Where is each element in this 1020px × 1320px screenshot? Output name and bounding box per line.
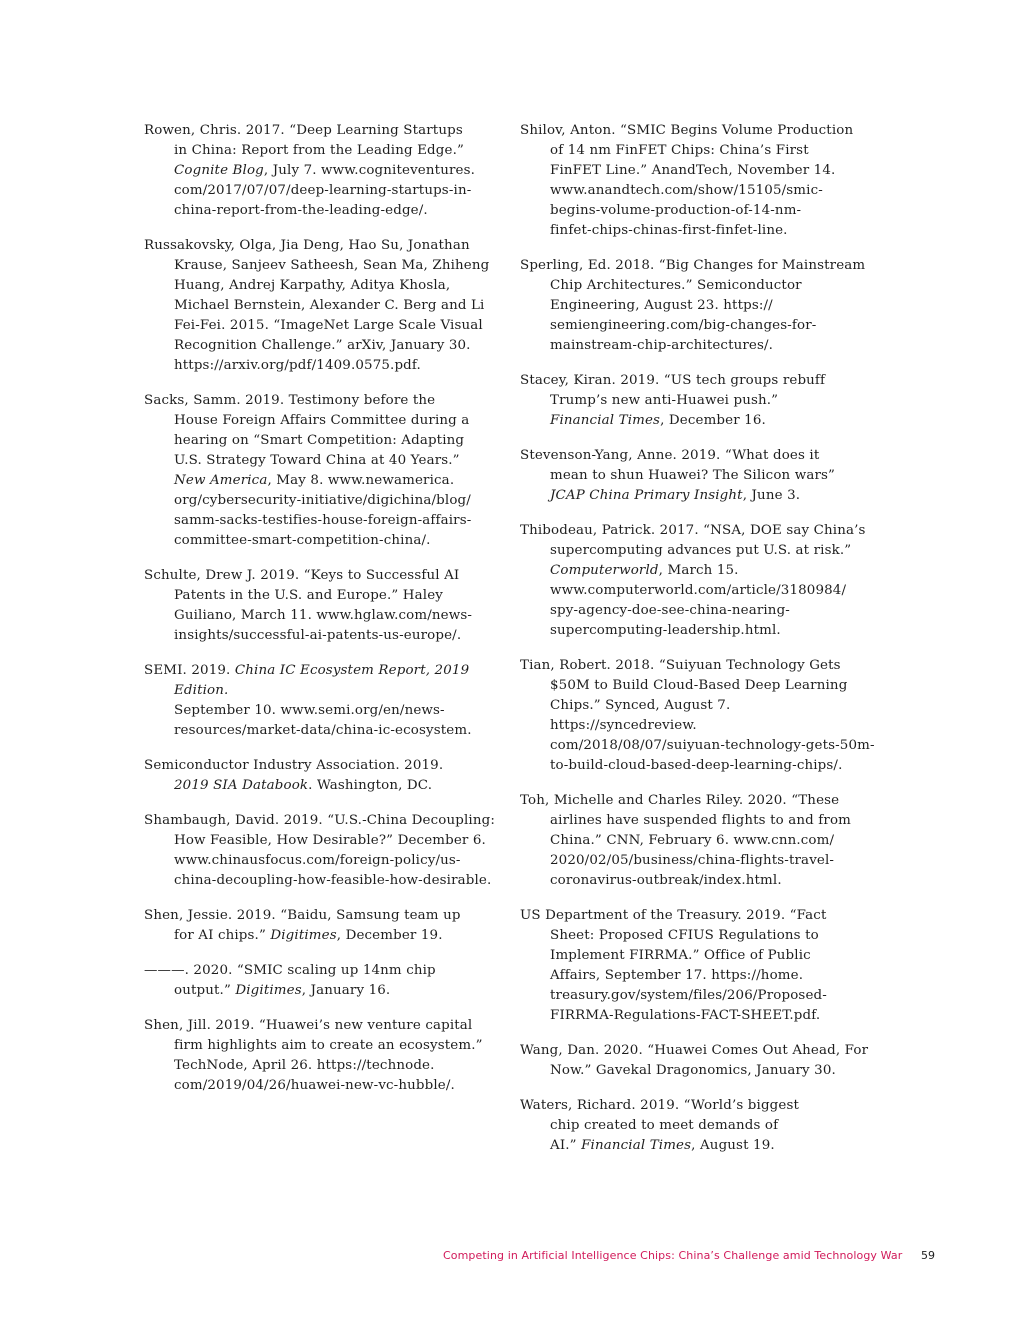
- page-number: 59: [921, 1249, 935, 1262]
- footer-document-title: Competing in Artificial Intelligence Chips: China’s Challenge amid Technology War: [443, 1249, 903, 1262]
- reference-entry: Sperling, Ed. 2018. “Big Changes for Mainstream Chip Architectures.” Semiconductor Engineering, August 23. https:// semiengineering.com/big-changes-for- mainstream-chip-architectures/.: [520, 258, 866, 353]
- reference-entry: ———. 2020. “SMIC scaling up 14nm chip output.” Digitimes, January 16.: [144, 963, 436, 998]
- reference-entry: Thibodeau, Patrick. 2017. “NSA, DOE say China’s supercomputing advances put U.S. at risk.” Computerworld, March 15. www.computerworld.com/article/3180984/ spy-agency-doe-see-china-nearing- supercomputing-leadership.html.: [520, 523, 866, 638]
- reference-entry: Schulte, Drew J. 2019. “Keys to Successful AI Patents in the U.S. and Europe.” Haley Guiliano, March 11. www.hglaw.com/news- insights/successful-ai-patents-us-europe/.: [144, 568, 473, 643]
- references-right-column: [520, 121, 880, 1171]
- reference-entry: Shen, Jill. 2019. “Huawei’s new venture capital firm highlights aim to create an ecosystem.” TechNode, April 26. https://technode. com/2019/04/26/huawei-new-vc-hubble/.: [144, 1018, 483, 1093]
- reference-entry: SEMI. 2019. China IC Ecosystem Report, 2019 Edition. September 10. www.semi.org/en/news- resources/market-data/china-ic-ecosystem.: [144, 663, 472, 738]
- reference-entry: Rowen, Chris. 2017. “Deep Learning Startups in China: Report from the Leading Edge.” Cognite Blog, July 7. www.cogniteventures. com/2017/07/07/deep-learning-startups-in- china-report-from-the-leading-edge/.: [144, 123, 476, 218]
- reference-entry: Russakovsky, Olga, Jia Deng, Hao Su, Jonathan Krause, Sanjeev Satheesh, Sean Ma, Zhiheng Huang, Andrej Karpathy, Aditya Khosla, Michael Bernstein, Alexander C. Berg and Li Fei-Fei. 2015. “ImageNet Large Scale Visual Recognition Challenge.” arXiv, January 30. https://arxiv.org/pdf/1409.0575.pdf.: [144, 238, 490, 373]
- reference-entry: Shilov, Anton. “SMIC Begins Volume Production of 14 nm FinFET Chips: China’s First FinFET Line.” AnandTech, November 14. www.anandtech.com/show/15105/smic- begins-volume-production-of-14-nm- finfet-chips-chinas-first-finfet-line.: [520, 123, 854, 238]
- reference-entry: Sacks, Samm. 2019. Testimony before the House Foreign Affairs Committee during a hearing on “Smart Competition: Adapting U.S. Strategy Toward China at 40 Years.” New America, May 8. www.newamerica. org/cybersecurity-initiative/digichina/blog/ samm-sacks-testifies-house-foreign-affairs- committee-smart-competition-china/.: [144, 393, 472, 548]
- reference-entry: Stacey, Kiran. 2019. “US tech groups rebuff Trump’s new anti-Huawei push.” Financial Times, December 16.: [520, 373, 826, 428]
- reference-entry: Shambaugh, David. 2019. “U.S.-China Decoupling: How Feasible, How Desirable?” December 6. www.chinausfocus.com/foreign-policy/us- china-decoupling-how-feasible-how-desirable.: [144, 813, 496, 888]
- reference-entry: Waters, Richard. 2019. “World’s biggest chip created to meet demands of AI.” Financial Times, August 19.: [520, 1098, 800, 1153]
- reference-entry: Shen, Jessie. 2019. “Baidu, Samsung team up for AI chips.” Digitimes, December 19.: [144, 908, 461, 943]
- reference-entry: Tian, Robert. 2018. “Suiyuan Technology Gets $50M to Build Cloud-Based Deep Learning Chips.” Synced, August 7. https://syncedreview. com/2018/08/07/suiyuan-technology-gets-50m- to-build-cloud-based-deep-learning-chips/.: [520, 658, 875, 773]
- reference-entry: US Department of the Treasury. 2019. “Fact Sheet: Proposed CFIUS Regulations to Implement FIRRMA.” Office of Public Affairs, September 17. https://home. treasury.gov/system/files/206/Proposed- FIRRMA-Regulations-FACT-SHEET.pdf.: [520, 908, 827, 1023]
- reference-entry: Stevenson-Yang, Anne. 2019. “What does it mean to shun Huawei? The Silicon wars” JCAP China Primary Insight, June 3.: [520, 448, 836, 503]
- reference-entry: Semiconductor Industry Association. 2019. 2019 SIA Databook. Washington, DC.: [144, 758, 444, 793]
- reference-entry: Toh, Michelle and Charles Riley. 2020. “These airlines have suspended flights to and from China.” CNN, February 6. www.cnn.com/ 2020/02/05/business/china-flights-travel- coronavirus-outbreak/index.html.: [520, 793, 852, 888]
- references-left-column: [144, 121, 504, 1111]
- reference-entry: Wang, Dan. 2020. “Huawei Comes Out Ahead, For Now.” Gavekal Dragonomics, January 30.: [520, 1043, 869, 1078]
